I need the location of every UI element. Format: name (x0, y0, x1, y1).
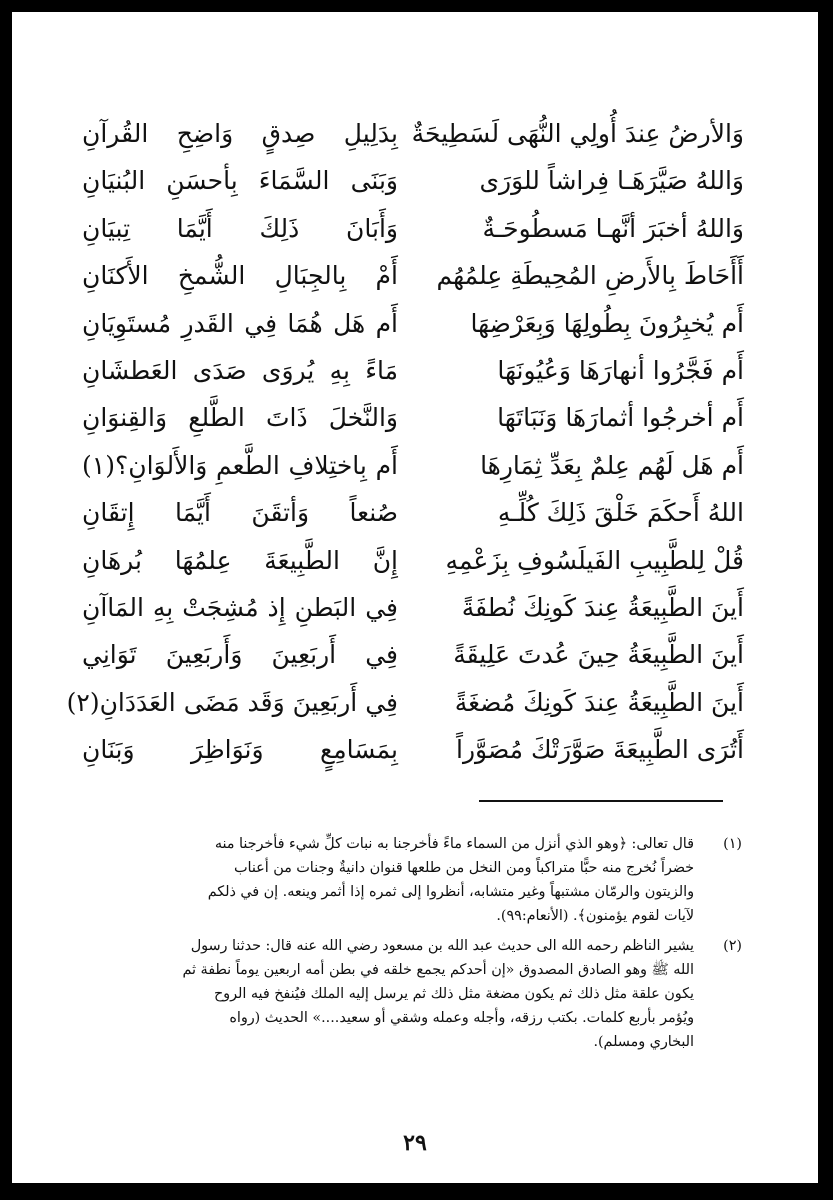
footnote-line: قال تعالى: ﴿وهو الذي أنزل من السماء ماءً فأخرجنا به نبات كلِّ شيء فأخرجنا منه (214, 836, 694, 852)
verse-second-half: وَالنَّخلَ ذَاتَ الطَّلعِ وَالقِنوَانِ (82, 403, 398, 433)
footnote-line: ويُؤمر بأربع كلمات. بكتب رزقه، وأجله وعمله وشقي أو سعيد....» الحديث (رواه (229, 1010, 694, 1026)
verse-second-half: فِي أَربَعِينَ وَأَربَعِينَ تَوَانِي (82, 640, 398, 670)
verse-first-half: أَينَ الطَّبِيعَةُ عِندَ كَونِكَ نُطفَةً (461, 592, 744, 622)
footnote (70, 934, 742, 1054)
verse-second-half: بِمَسَامِعٍ وَنَوَاظِرَ وَبَنَانِ (82, 735, 398, 765)
footnote-line: يكون علقة مثل ذلك ثم يكون مضغة مثل ذلك ثم يرسل إليه الملك فيُنفخ فيه الروح (213, 986, 694, 1002)
page-number: ٢٩ (403, 1130, 427, 1156)
poem-left-column (66, 110, 398, 775)
verse-second-half: إِنَّ الطَّبِيعَةَ عِلمُهَا بُرهَانِ (82, 545, 398, 575)
verse-second-half: وَبَنَى السَّمَاءَ بِأحسَنِ البُنيَانِ (82, 166, 398, 196)
verse-first-half: أَم فَجَّرُوا أنهارَهَا وَعُيُونَهَا (497, 355, 744, 385)
poem (66, 110, 744, 775)
verse-second-half: مَاءً بِهِ يُروَى صَدَى العَطشَانِ (82, 355, 398, 385)
verse-first-half: قُلْ لِلطَّبِيبِ الفَيلَسُوفِ بِزَعْمِهِ (445, 545, 744, 575)
footnote-number: (٢) (723, 938, 742, 954)
verse-first-half: وَالأرضُ عِندَ أُولِي النُّهَى لَسَطِيحَةٌ (411, 119, 744, 148)
footnote-line: البخاري ومسلم). (593, 1034, 694, 1050)
footnote-body (70, 832, 694, 928)
footnote (70, 832, 742, 928)
verse-first-half: أَتُرَى الطَّبِيعَةَ صَوَّرَتْكَ مُصَوَّراً (456, 735, 744, 765)
footnote-body (70, 934, 694, 1054)
verse-first-half: وَاللهُ أخبَرَ أنَّهـا مَسطُوحَـةٌ (482, 213, 744, 243)
verse-second-half: أَمْ بِالجِبَالِ الشُّمخِ الأَكنَانِ (82, 261, 398, 291)
verse-first-half: أَم أخرجُوا أثمارَهَا وَنَبَاتَهَا (497, 403, 744, 433)
verse-first-half: أَينَ الطَّبِيعَةُ حِينَ عُدتَ عَلِيقَةً (453, 640, 744, 670)
footnote-separator (479, 800, 723, 802)
footnote-line: لآيات لقوم يؤمنون﴾. (الأنعام:٩٩). (496, 908, 694, 924)
verse-first-half: أَم هَل لَهُم عِلمٌ بِعَدِّ ثِمَارِهَا (480, 450, 744, 480)
footnote-line: يشير الناظم رحمه الله الى حديث عبد الله بن مسعود رضي الله عنه قال: حدثنا رسول (190, 938, 694, 954)
verse-first-half: أَم يُخبِرُونَ بِطُولِهَا وَبِعَرْضِهَا (470, 308, 744, 338)
footnotes (70, 832, 742, 1060)
verse-second-half: أَم هَل هُمَا فِي القَدرِ مُستَوِيَانِ (82, 308, 398, 338)
verse-second-half: فِي البَطنِ إِذ مُشِجَتْ بِهِ المَاآنِ (82, 592, 398, 622)
book-page (12, 12, 818, 1183)
verse-second-half: وَأَبَانَ ذَلِكَ أَيَّمَا تِبيَانِ (82, 213, 398, 243)
verse-second-half: صُنعاً وَأتقَنَ أَيَّمَا إِتقَانِ (82, 498, 398, 528)
footnote-line: خضراً نُخرج منه حبًّا متراكباً ومن النخل من طلعها قنوان دانيةٌ وجنات من أعناب (234, 860, 694, 876)
footnote-line: والزيتون والرمّان مشتبهاً وغير متشابه، أنظروا إلى ثمره إذا أثمر وينعه. إن في ذلكم (207, 884, 694, 900)
footnote-line: الله ﷺ وهو الصادق المصدوق «إن أحدكم يجمع خلقه في بطن أمه اربعين يوماً نطفة ثم (182, 962, 694, 978)
verse-first-half: أَينَ الطَّبِيعَةُ عِندَ كَونِكَ مُضغَةً (454, 687, 744, 717)
verse-first-half: وَاللهُ صَيَّرَهَـا فِراشاً للوَرَى (479, 166, 744, 196)
footnote-number: (١) (723, 836, 742, 852)
verse-first-half: أَأَحَاطَ بِالأَرضِ المُحِيطَةِ عِلمُهُم (436, 261, 744, 291)
verse-second-half: بِدَلِيلِ صِدقٍ وَاضِحِ القُرآنِ (82, 119, 398, 148)
verse-second-half: فِي أَربَعِينَ وَقَد مَضَى العَدَدَانِ(٢) (66, 687, 398, 717)
poem-right-column (411, 110, 744, 775)
verse-first-half: اللهُ أَحكَمَ خَلْقَ ذَلِكَ كُلِّـهِ (497, 498, 744, 528)
verse-second-half: أَم بِاختِلافِ الطَّعمِ وَالأَلوَانِ؟(١) (82, 450, 398, 480)
